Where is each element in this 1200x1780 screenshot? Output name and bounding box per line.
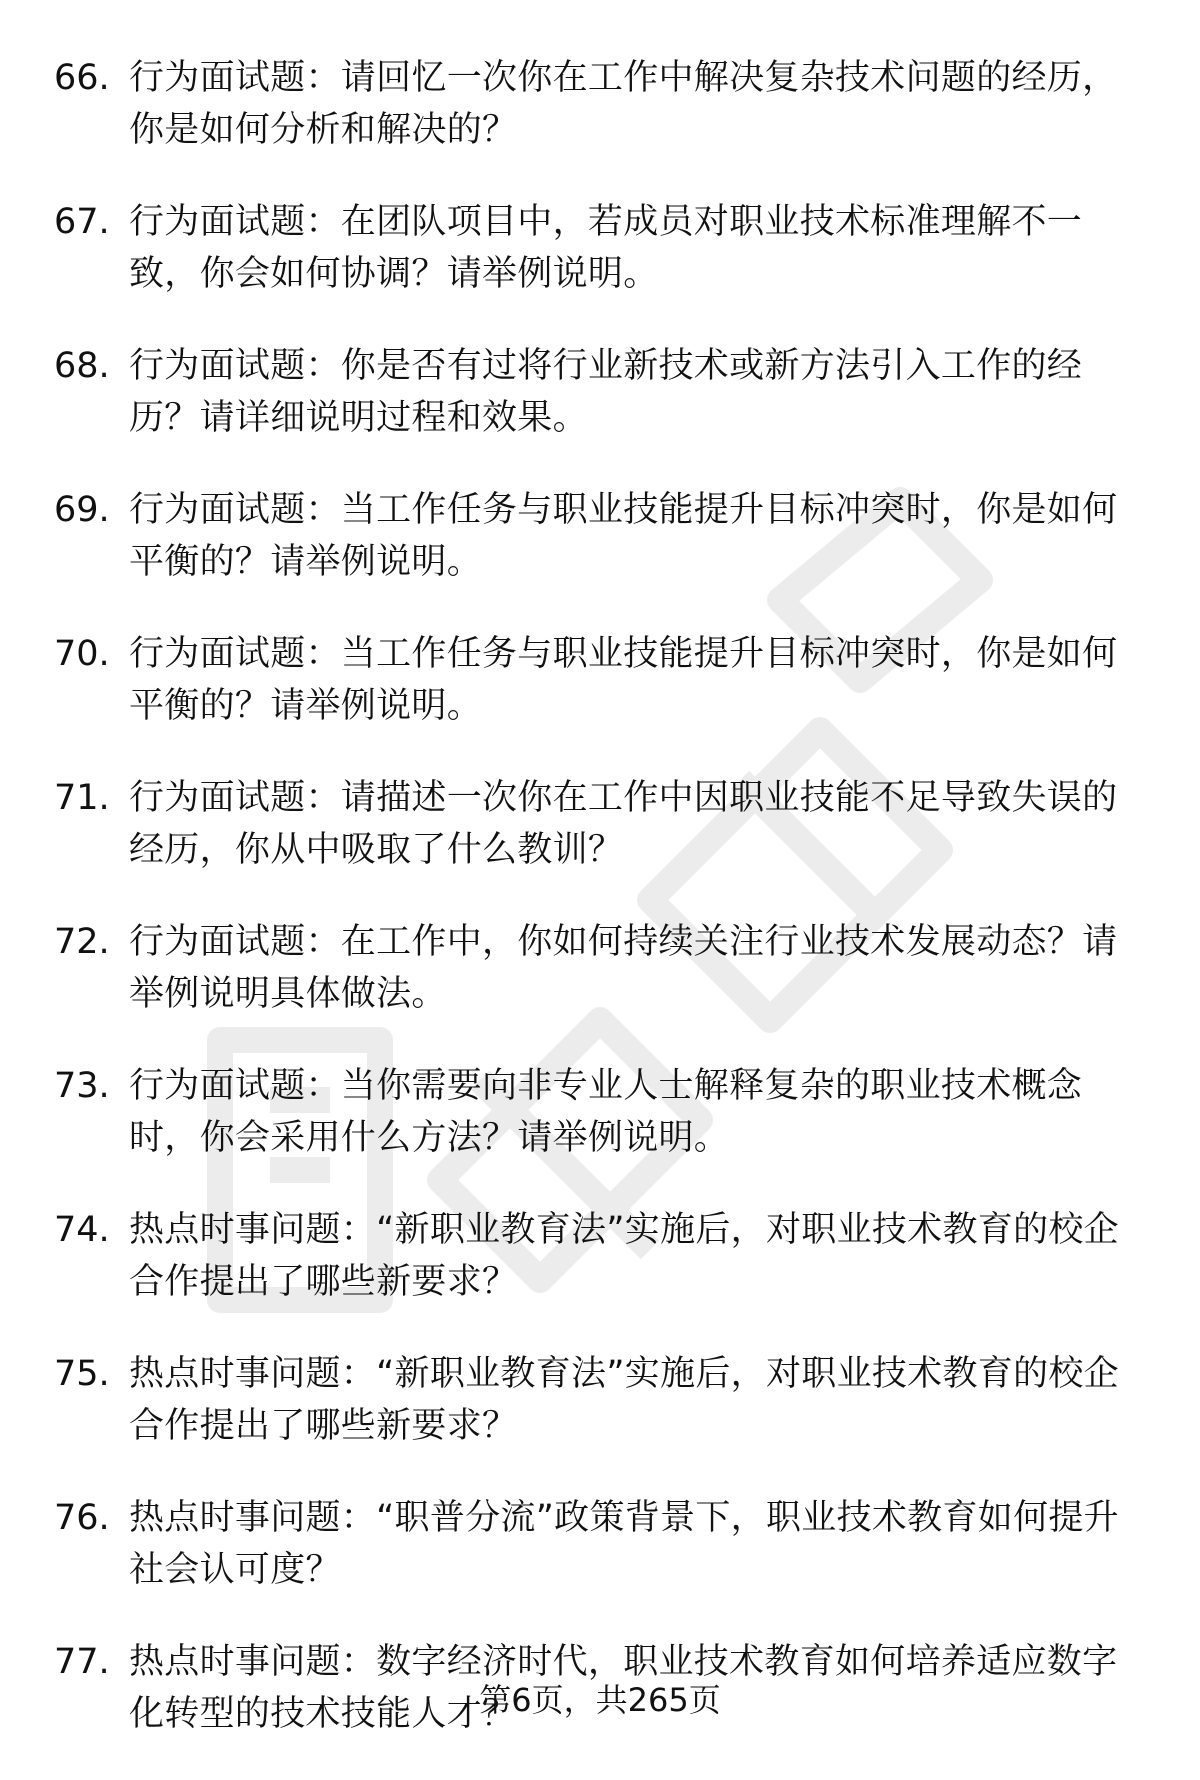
question-item — [0, 916, 1200, 1060]
question-item — [0, 340, 1200, 484]
question-text: 行为面试题：当工作任务与职业技能提升目标冲突时，你是如何平衡的？请举例说明。 — [129, 490, 1118, 582]
question-item — [0, 772, 1200, 916]
question-number: 69. — [54, 490, 110, 530]
question-text: 行为面试题：请回忆一次你在工作中解决复杂技术问题的经历，你是如何分析和解决的？ — [129, 58, 1118, 150]
question-number: 70. — [54, 634, 110, 674]
question-item — [0, 52, 1200, 196]
question-text: 热点时事问题：数字经济时代，职业技术教育如何培养适应数字化转型的技术技能人才？ — [129, 1642, 1118, 1734]
question-number: 67. — [54, 202, 110, 242]
question-item — [0, 484, 1200, 628]
question-text: 热点时事问题：“新职业教育法”实施后，对职业技术教育的校企合作提出了哪些新要求？ — [129, 1354, 1119, 1446]
question-text: 热点时事问题：“新职业教育法”实施后，对职业技术教育的校企合作提出了哪些新要求？ — [129, 1210, 1119, 1302]
question-text: 行为面试题：你是否有过将行业新技术或新方法引入工作的经历？请详细说明过程和效果。 — [129, 346, 1083, 438]
question-text: 热点时事问题：“职普分流”政策背景下，职业技术教育如何提升社会认可度？ — [129, 1498, 1119, 1590]
question-number: 68. — [54, 346, 110, 386]
question-text: 行为面试题：当你需要向非专业人士解释复杂的职业技术概念时，你会采用什么方法？请举例说明。 — [129, 1066, 1083, 1158]
question-item — [0, 1060, 1200, 1204]
question-number: 74. — [54, 1210, 110, 1250]
question-item — [0, 628, 1200, 772]
page-footer: 第6页，共265页 — [479, 1681, 721, 1719]
question-text: 行为面试题：在团队项目中，若成员对职业技术标准理解不一致，你会如何协调？请举例说明。 — [129, 202, 1083, 294]
question-number: 66. — [54, 58, 110, 98]
question-item — [0, 196, 1200, 340]
question-number: 76. — [54, 1498, 110, 1538]
question-item — [0, 1204, 1200, 1348]
question-text: 行为面试题：在工作中，你如何持续关注行业技术发展动态？请举例说明具体做法。 — [129, 922, 1118, 1014]
question-text: 行为面试题：当工作任务与职业技能提升目标冲突时，你是如何平衡的？请举例说明。 — [129, 634, 1118, 726]
question-number: 72. — [54, 922, 110, 962]
question-number: 73. — [54, 1066, 110, 1106]
question-list — [0, 52, 1200, 1780]
question-number: 77. — [54, 1642, 110, 1682]
question-item — [0, 1348, 1200, 1492]
question-text: 行为面试题：请描述一次你在工作中因职业技能不足导致失误的经历，你从中吸取了什么教训？ — [129, 778, 1118, 870]
question-item — [0, 1492, 1200, 1636]
question-number: 71. — [54, 778, 110, 818]
question-number: 75. — [54, 1354, 110, 1394]
